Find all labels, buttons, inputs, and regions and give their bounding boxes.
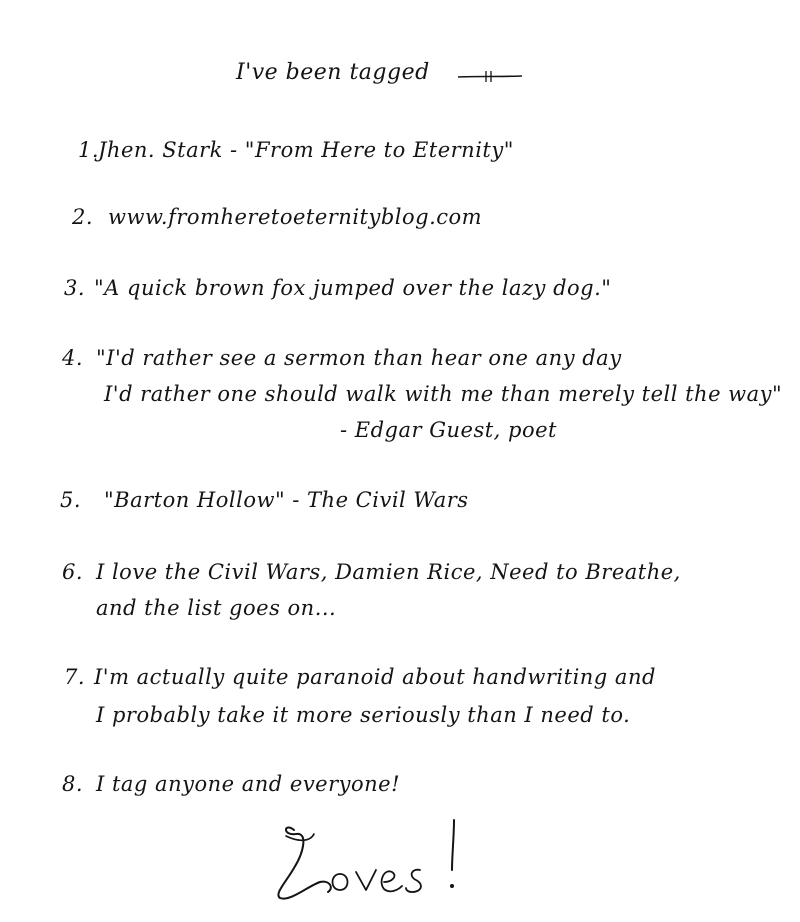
item-1-number: 1. xyxy=(78,138,100,162)
item-3-number: 3. xyxy=(64,276,86,300)
note-title: I've been tagged xyxy=(236,60,430,85)
item-4-number: 4. xyxy=(62,346,84,370)
item-6-number: 6. xyxy=(62,560,84,584)
item-1-line-1: Jhen. Stark - "From Here to Eternity" xyxy=(98,138,514,162)
title-flourish-icon xyxy=(456,68,524,84)
signature-loves-icon xyxy=(268,812,488,902)
item-4-line-3: - Edgar Guest, poet xyxy=(340,418,557,442)
item-2-number: 2. xyxy=(72,205,94,229)
item-3-line-1: "A quick brown fox jumped over the lazy dog." xyxy=(94,276,612,300)
item-8-number: 8. xyxy=(62,772,84,796)
item-4-line-1: "I'd rather see a sermon than hear one any day xyxy=(96,346,622,370)
item-7-line-2: I probably take it more seriously than I need to. xyxy=(96,703,631,727)
item-8-line-1: I tag anyone and everyone! xyxy=(96,772,401,796)
item-5-line-1: "Barton Hollow" - The Civil Wars xyxy=(104,488,469,512)
item-5-number: 5. xyxy=(60,488,82,512)
item-2-line-1: www.fromheretoeternityblog.com xyxy=(108,205,483,229)
item-7-line-1: I'm actually quite paranoid about handwriting and xyxy=(94,665,656,689)
item-4-line-2: I'd rather one should walk with me than merely tell the way" xyxy=(104,382,783,406)
item-7-number: 7. xyxy=(64,665,86,689)
item-6-line-2: and the list goes on... xyxy=(96,596,337,620)
item-6-line-1: I love the Civil Wars, Damien Rice, Need to Breathe, xyxy=(96,560,681,584)
